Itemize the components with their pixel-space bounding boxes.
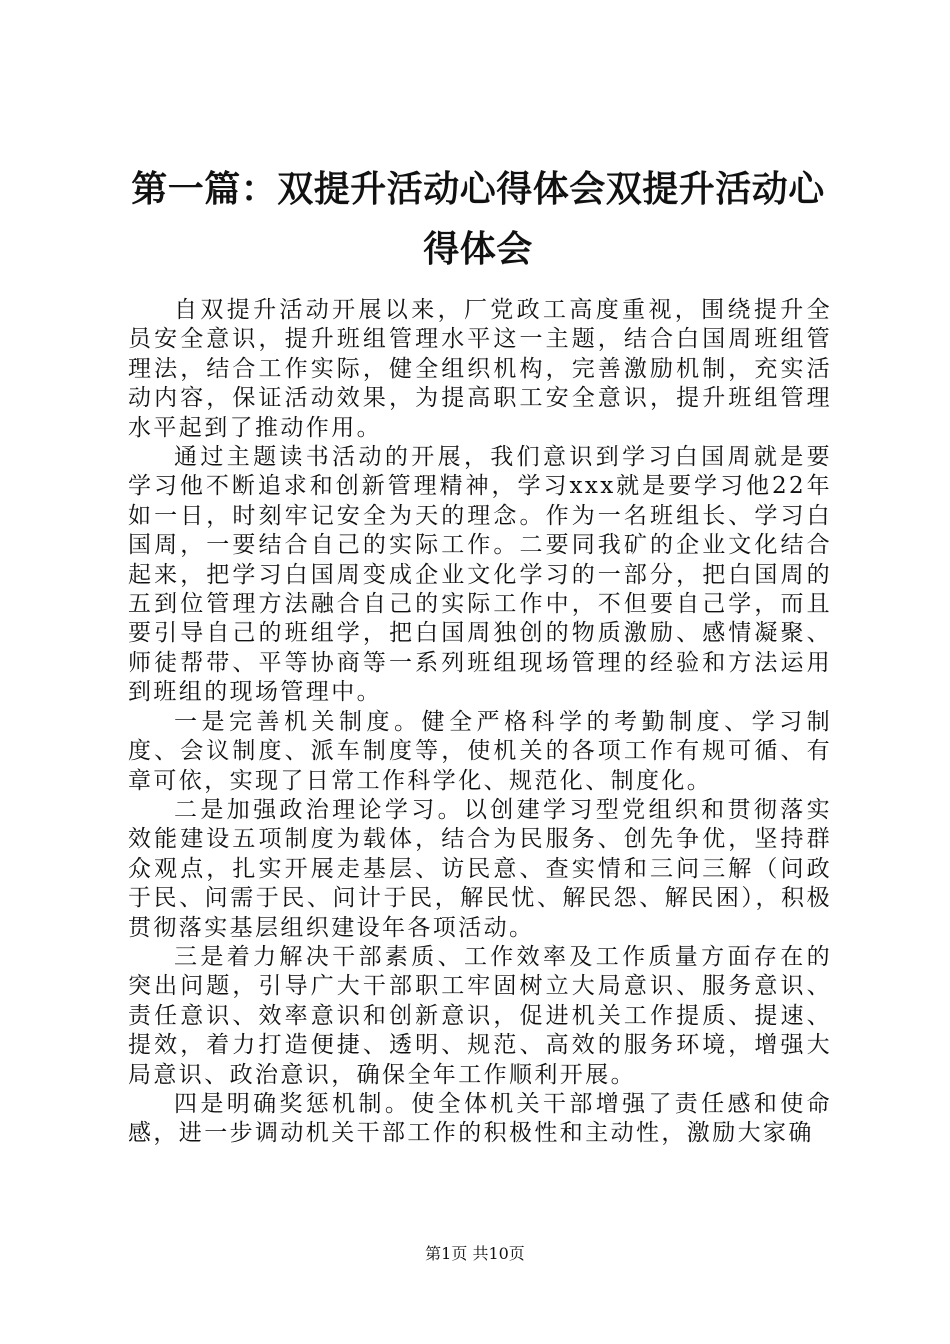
- paragraph-4: 二是加强政治理论学习。以创建学习型党组织和贯彻落实效能建设五项制度为载体，结合为民服务、创先争优，坚持群众观点，扎实开展走基层、访民意、查实情和三问三解（问政于民、问需于民、问计于民，解民忧、解民怨、解民困），积极贯彻落实基层组织建设年各项活动。: [128, 796, 832, 941]
- paragraph-3: 一是完善机关制度。健全严格科学的考勤制度、学习制度、会议制度、派车制度等，使机关的各项工作有规可循、有章可依，实现了日常工作科学化、规范化、制度化。: [128, 708, 832, 794]
- paragraph-5: 三是着力解决干部素质、工作效率及工作质量方面存在的突出问题，引导广大干部职工牢固树立大局意识、服务意识、责任意识、效率意识和创新意识，促进机关工作提质、提速、提效，着力打造便捷、透明、规范、高效的服务环境，增强大局意识、政治意识，确保全年工作顺利开展。: [128, 943, 832, 1088]
- document-title: 第一篇：双提升活动心得体会双提升活动心得体会: [131, 169, 825, 270]
- page-footer: 第1页 共10页: [425, 1244, 525, 1263]
- document-body: [128, 296, 832, 1149]
- paragraph-2: 通过主题读书活动的开展，我们意识到学习白国周就是要学习他不断追求和创新管理精神，学习xxx就是要学习他22年如一日，时刻牢记安全为天的理念。作为一名班组长、学习白国周，一要结合自己的实际工作。二要同我矿的企业文化结合起来，把学习白国周变成企业文化学习的一部分，把白国周的五到位管理方法融合自己的实际工作中，不但要自己学，而且要引导自己的班组学，把白国周独创的物质激励、感情凝聚、师徒帮带、平等协商等一系列班组现场管理的经验和方法运用到班组的现场管理中。: [128, 444, 832, 706]
- paragraph-6: 四是明确奖惩机制。使全体机关干部增强了责任感和使命感，进一步调动机关干部工作的积极性和主动性，激励大家确: [128, 1090, 832, 1147]
- paragraph-1: 自双提升活动开展以来，厂党政工高度重视，围绕提升全员安全意识，提升班组管理水平这一主题，结合白国周班组管理法，结合工作实际，健全组织机构，完善激励机制，充实活动内容，保证活动效果，为提高职工安全意识，提升班组管理水平起到了推动作用。: [128, 297, 832, 441]
